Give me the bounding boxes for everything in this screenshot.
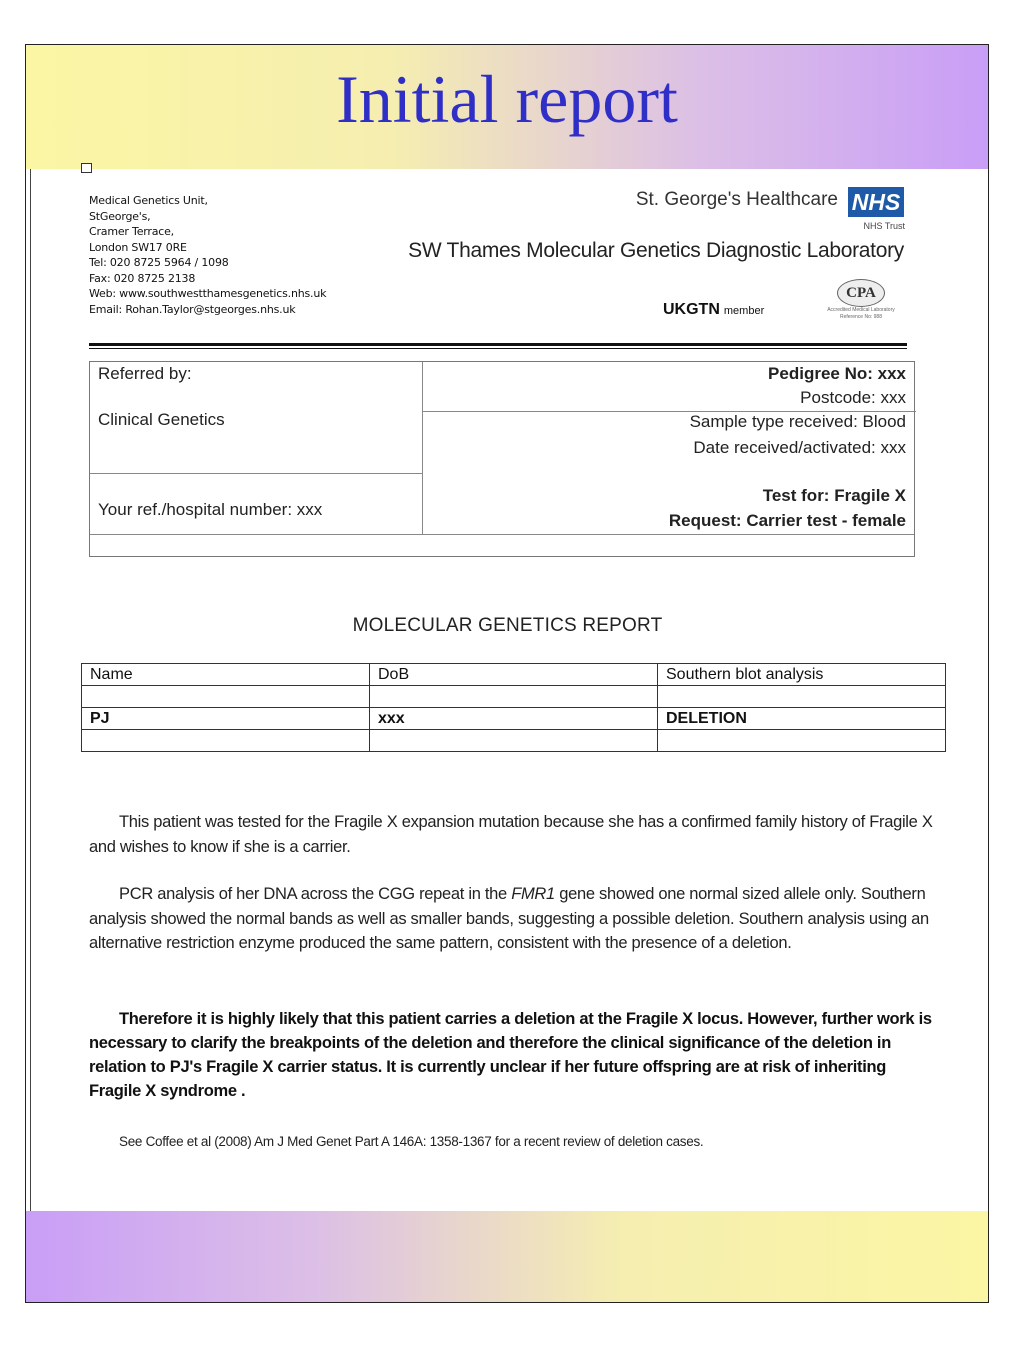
- referred-by-value: Clinical Genetics: [98, 410, 225, 429]
- slide-frame: [25, 44, 989, 1303]
- value-name: PJ: [82, 708, 370, 730]
- table-row: [82, 730, 946, 752]
- paragraph-analysis: [89, 882, 969, 956]
- test-for: Test for: Fragile X: [762, 486, 906, 505]
- cpa-logo: [825, 279, 897, 321]
- header-dob: DoB: [370, 664, 658, 686]
- address-line: Cramer Terrace,: [89, 225, 174, 238]
- hospital-name: St. George's Healthcare: [635, 189, 838, 210]
- ukgtn-text: UKGTN: [663, 301, 720, 318]
- request-type: Request: Carrier test - female: [668, 511, 906, 530]
- bottom-banner: [26, 1211, 988, 1303]
- header-name: Name: [82, 664, 370, 686]
- lab-address: [89, 193, 326, 317]
- table-row: [82, 686, 946, 708]
- results-table: [81, 663, 946, 752]
- address-line: Fax: 020 8725 2138: [89, 271, 196, 285]
- ukgtn-member: member: [723, 305, 765, 317]
- table-divider: [90, 473, 422, 474]
- pedigree-number: Pedigree No: xxx: [768, 364, 906, 383]
- table-divider: [90, 534, 914, 535]
- checkbox-marker: [81, 163, 92, 173]
- paragraph-conclusion: [89, 1007, 939, 1103]
- postcode: Postcode: xxx: [800, 388, 906, 407]
- paragraph-text: PCR analysis of her DNA across the CGG repeat in the: [119, 885, 512, 903]
- address-line: Email: Rohan.Taylor@stgeorges.nhs.uk: [89, 302, 296, 316]
- paragraph-text: gene showed one normal sized allele only. Southern analysis showed the normal bands as well as smaller bands, suggesting a possible deletion. Southern analysis using an alternative restriction enzyme produced the same pattern, consistent with the presence of a deletion.: [89, 885, 929, 952]
- table-row: [82, 664, 946, 686]
- report-document: [30, 169, 984, 1211]
- referred-by-label: Referred by:: [98, 364, 192, 383]
- lab-name: SW Thames Molecular Genetics Diagnostic Laboratory: [408, 239, 904, 262]
- cpa-oval: CPA: [837, 279, 885, 307]
- address-line: Tel: 020 8725 5964 / 1098: [89, 256, 229, 269]
- address-line: Medical Genetics Unit,: [89, 194, 208, 207]
- header-southern-blot: Southern blot analysis: [658, 664, 946, 686]
- value-dob: xxx: [370, 708, 658, 730]
- header-rule: [89, 343, 907, 346]
- report-title: MOLECULAR GENETICS REPORT: [352, 615, 663, 636]
- reference-line: See Coffee et al (2008) Am J Med Genet Part A 146A: 1358-1367 for a recent review of deletion cases.: [119, 1134, 704, 1149]
- gene-name: FMR1: [511, 885, 555, 903]
- address-line: StGeorge's,: [89, 209, 151, 223]
- ukgtn-label: [663, 301, 764, 319]
- date-received: Date received/activated: xxx: [693, 438, 906, 457]
- paragraph-text: Therefore it is highly likely that this patient carries a deletion at the Fragile X locus. However, further work is necessary to clarify the breakpoints of the deletion and therefore the clinical significance of the deletion in relation to PJ's Fragile X carrier status. It is currently unclear if her future offspring are at risk of inheriting Fragile X syndrome .: [89, 1010, 932, 1100]
- paragraph-history: [89, 810, 939, 859]
- paragraph-text: This patient was tested for the Fragile X expansion mutation because she has a confirmed family history of Fragile X and wishes to know if she is a carrier.: [89, 813, 933, 856]
- value-southern-blot: DELETION: [658, 708, 946, 730]
- your-ref: Your ref./hospital number: xxx: [98, 500, 323, 519]
- table-row: [82, 708, 946, 730]
- address-line: London SW17 0RE: [89, 240, 187, 254]
- table-divider: [422, 362, 423, 534]
- nhs-logo: NHS: [848, 187, 904, 217]
- sample-type: Sample type received: Blood: [689, 412, 906, 431]
- nhs-trust-label: NHS Trust: [863, 221, 905, 231]
- cpa-subtext: Accredited Medical Laboratory Reference No: 988: [827, 307, 895, 320]
- referral-table: [89, 361, 915, 557]
- address-line: Web: www.southwestthamesgenetics.nhs.uk: [89, 287, 327, 300]
- slide-title: Initial report: [336, 61, 678, 137]
- header-rule-thin: [89, 348, 907, 349]
